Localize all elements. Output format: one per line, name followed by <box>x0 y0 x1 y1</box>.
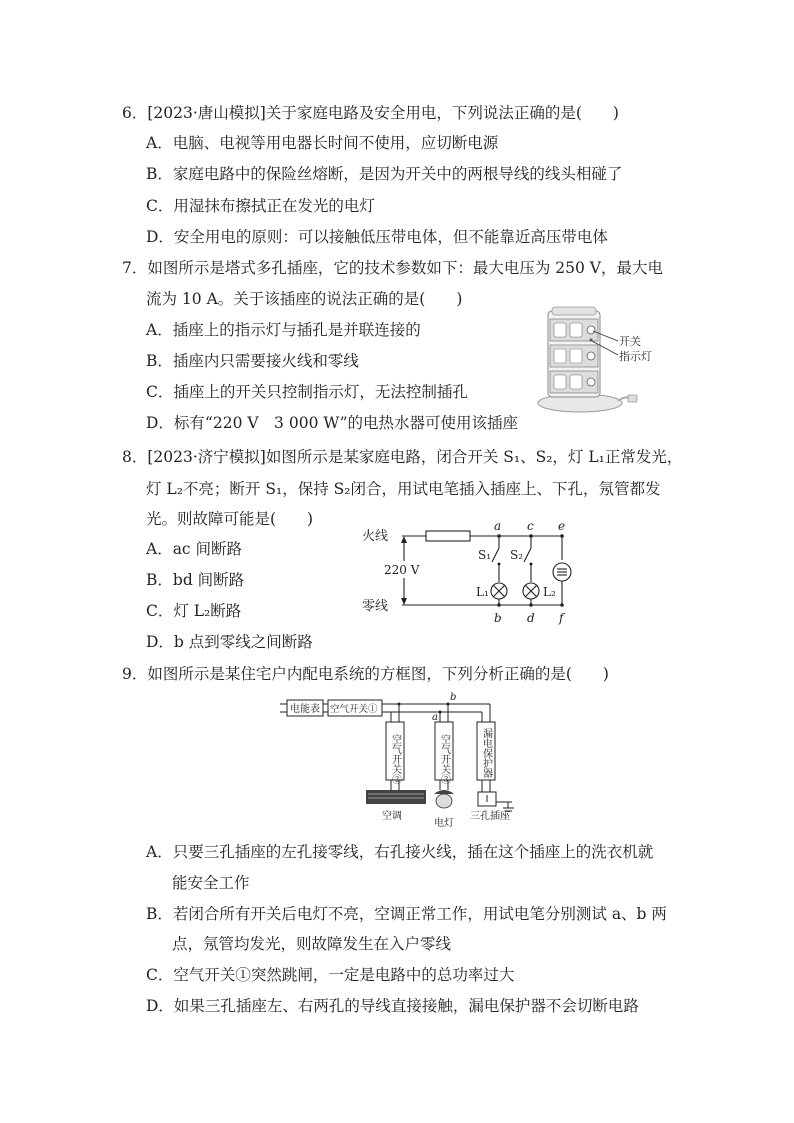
point-d: d <box>527 611 535 625</box>
q6-option-b: B．家庭电路中的保险丝熔断，是因为开关中的两根导线的线头相碰了 <box>146 165 623 183</box>
tower-socket-figure <box>530 303 680 418</box>
label-breaker1: 空气开关① <box>330 704 378 715</box>
point-b-q9: b <box>450 692 457 703</box>
q9-option-a-line1: A．只要三孔插座的左孔接零线，右孔接火线，插在这个插座上的洗衣机就 <box>146 843 654 861</box>
q8-stem-line1: 8．[2023·济宁模拟]如图所示是某家庭电路，闭合开关 S₁、S₂，灯 L₁正常发光， <box>122 448 683 466</box>
label-neutral: 零线 <box>362 599 389 614</box>
q9-option-b-line2: 点，氖管均发光，则故障发生在入户零线 <box>172 935 452 953</box>
q9-stem: 9．如图所示是某住宅户内配电系统的方框图，下列分析正确的是( ) <box>122 665 609 683</box>
point-b: b <box>494 611 502 625</box>
q8-option-b: B．bd 间断路 <box>146 571 245 589</box>
label-rcd: 漏电保护器 <box>480 728 492 778</box>
point-e: e <box>558 519 566 533</box>
q8-option-d: D．b 点到零线之间断路 <box>146 633 313 651</box>
fig-switch-label: 开关 <box>619 335 641 348</box>
label-lamp: 电灯 <box>434 818 454 829</box>
q6-option-c: C．用湿抹布擦拭正在发光的电灯 <box>146 197 375 215</box>
label-breaker3: 空气开关③ <box>438 734 450 784</box>
q7-option-a: A．插座上的指示灯与插孔是并联连接的 <box>146 321 421 339</box>
lamp-icon <box>434 790 454 808</box>
label-meter: 电能表 <box>290 704 320 715</box>
q7-option-b: B．插座内只需要接火线和零线 <box>146 352 359 370</box>
label-s1: S₁ <box>478 548 492 562</box>
q7-option-c: C．插座上的开关只控制指示灯，无法控制插孔 <box>146 383 468 401</box>
q8-option-c: C．灯 L₂断路 <box>146 602 242 620</box>
label-s2: S₂ <box>510 548 524 562</box>
label-l2: L₂ <box>543 585 556 599</box>
q7-stem-line1: 7．如图所示是塔式多孔插座，它的技术参数如下：最大电压为 250 V，最大电 <box>122 259 663 277</box>
q7-stem-line2: 流为 10 A。关于该插座的说法正确的是( ) <box>146 290 463 308</box>
label-breaker2: 空气开关② <box>389 734 401 784</box>
q8-stem-line3: 光。则故障可能是( ) <box>146 510 314 528</box>
point-f: f <box>559 611 564 625</box>
label-l1: L₁ <box>476 585 489 599</box>
label-socket: 三孔插座 <box>470 811 510 822</box>
point-a-q9: a <box>432 712 438 723</box>
air-conditioner-icon <box>366 790 426 804</box>
q9-option-c: C．空气开关①突然跳闸，一定是电路中的总功率过大 <box>146 966 515 984</box>
distribution-block-diagram <box>278 690 528 832</box>
q9-option-a-line2: 能安全工作 <box>172 874 250 892</box>
q6-option-a: A．电脑、电视等用电器长时间不使用，应切断电源 <box>146 134 499 152</box>
fig-indicator-label: 指示灯 <box>619 350 652 363</box>
q6-stem: 6．[2023·唐山模拟]关于家庭电路及安全用电，下列说法正确的是( ) <box>122 104 619 122</box>
q7-option-d: D．标有“220 V 3 000 W”的电热水器可使用该插座 <box>146 414 519 432</box>
q9-option-d: D．如果三孔插座左、右两孔的导线直接接触，漏电保护器不会切断电路 <box>146 997 639 1015</box>
label-ac: 空调 <box>382 811 402 822</box>
circuit-figure-q8 <box>360 518 590 626</box>
label-voltage: 220 V <box>384 563 420 577</box>
point-c: c <box>527 519 534 533</box>
q8-option-a: A．ac 间断路 <box>146 540 243 558</box>
q8-stem-line2: 灯 L₂不亮；断开 S₁，保持 S₂闭合，用试电笔插入插座上、下孔，氖管都发 <box>146 480 661 498</box>
label-live: 火线 <box>362 529 389 544</box>
point-a: a <box>494 519 502 533</box>
q9-option-b-line1: B．若闭合所有开关后电灯不亮，空调正常工作，用试电笔分别测试 a、b 两 <box>146 905 667 923</box>
q6-option-d: D．安全用电的原则：可以接触低压带电体，但不能靠近高压带电体 <box>146 228 608 246</box>
